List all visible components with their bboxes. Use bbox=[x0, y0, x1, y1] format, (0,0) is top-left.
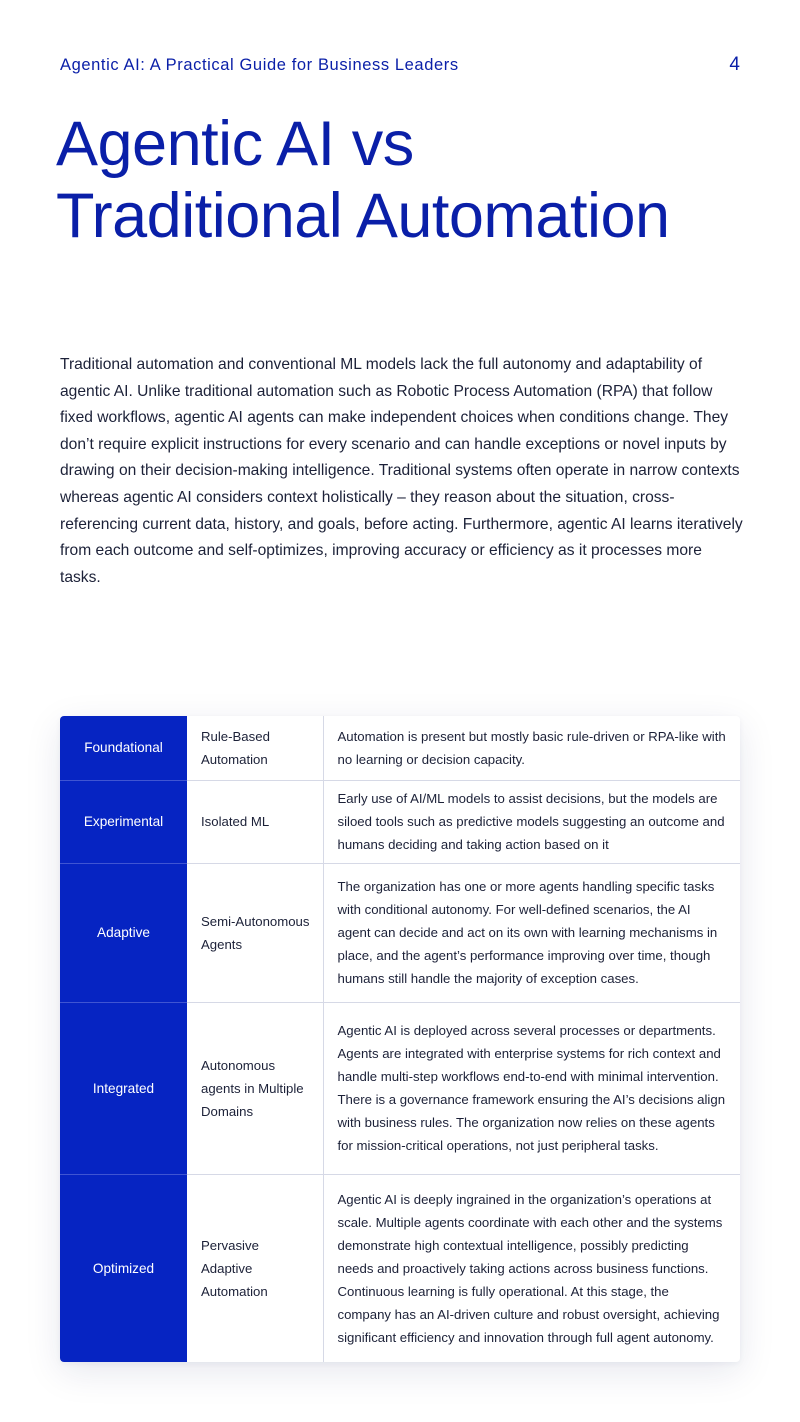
page-title-line-2: Traditional Automation bbox=[56, 181, 670, 251]
document-title: Agentic AI: A Practical Guide for Business Leaders bbox=[60, 55, 459, 74]
stage-cell: Optimized bbox=[60, 1174, 187, 1362]
maturity-table-card bbox=[60, 716, 740, 1362]
stage-cell: Foundational bbox=[60, 716, 187, 780]
table-row bbox=[60, 780, 740, 863]
automation-type-cell: Rule-Based Automation bbox=[187, 716, 323, 780]
page-number: 4 bbox=[729, 54, 740, 75]
stage-cell: Adaptive bbox=[60, 863, 187, 1002]
stage-cell: Experimental bbox=[60, 780, 187, 863]
description-cell: The organization has one or more agents handling specific tasks with conditional autonomy. For well-defined scenarios, the AI agent can decide and act on its own with learning mechanisms in place, and the agent’s performance improving over time, though humans still handle the majority of exception cases. bbox=[323, 863, 740, 1002]
table-row bbox=[60, 1174, 740, 1362]
page-title bbox=[56, 108, 756, 252]
automation-type-cell: Semi-Autonomous Agents bbox=[187, 863, 323, 1002]
automation-type-cell: Pervasive Adaptive Automation bbox=[187, 1174, 323, 1362]
automation-type-cell: Isolated ML bbox=[187, 780, 323, 863]
description-cell: Early use of AI/ML models to assist decisions, but the models are siloed tools such as predictive models suggesting an outcome and humans deciding and taking action based on it bbox=[323, 780, 740, 863]
table-row bbox=[60, 1002, 740, 1174]
table-row bbox=[60, 863, 740, 1002]
table-row bbox=[60, 716, 740, 780]
description-cell: Automation is present but mostly basic rule-driven or RPA-like with no learning or decision capacity. bbox=[337, 728, 726, 767]
automation-type-cell: Autonomous agents in Multiple Domains bbox=[187, 1002, 323, 1174]
page-title-line-1: Agentic AI vs bbox=[56, 109, 414, 179]
stage-cell: Integrated bbox=[60, 1002, 187, 1174]
description-cell: Agentic AI is deployed across several processes or departments. Agents are integrated with enterprise systems for rich context and handle multi-step workflows end-to-end with minimal intervention. There is a governance framework ensuring the AI’s decisions align with business rules. The organization now relies on these agents for mission-critical operations, not just peripheral tasks. bbox=[323, 1002, 740, 1174]
description-cell: Agentic AI is deeply ingrained in the organization’s operations at scale. Multiple agents coordinate with each other and the systems demonstrate high contextual intelligence, possibly predicting needs and proactively taking actions across business functions. Continuous learning is fully operational. At this stage, the company has an AI-driven culture and robust oversight, achieving significant efficiency and innovation through full agent autonomy. bbox=[323, 1174, 740, 1362]
maturity-table bbox=[60, 716, 740, 1362]
intro-paragraph: Traditional automation and conventional ML models lack the full autonomy and adaptability of agentic AI. Unlike traditional automation such as Robotic Process Automation (RPA) that follow fixed workflows, agentic AI agents can make independent choices when conditions change. They don’t require explicit instructions for every scenario and can handle exceptions or novel inputs by drawing on their decision-making intelligence. Traditional systems often operate in narrow contexts whereas agentic AI considers context holistically – they reason about the situation, cross-referencing current data, history, and goals, before acting. Furthermore, agentic AI learns iteratively from each outcome and self-optimizes, improving accuracy or efficiency as it processes more tasks. bbox=[60, 356, 743, 586]
page-header bbox=[60, 54, 740, 76]
